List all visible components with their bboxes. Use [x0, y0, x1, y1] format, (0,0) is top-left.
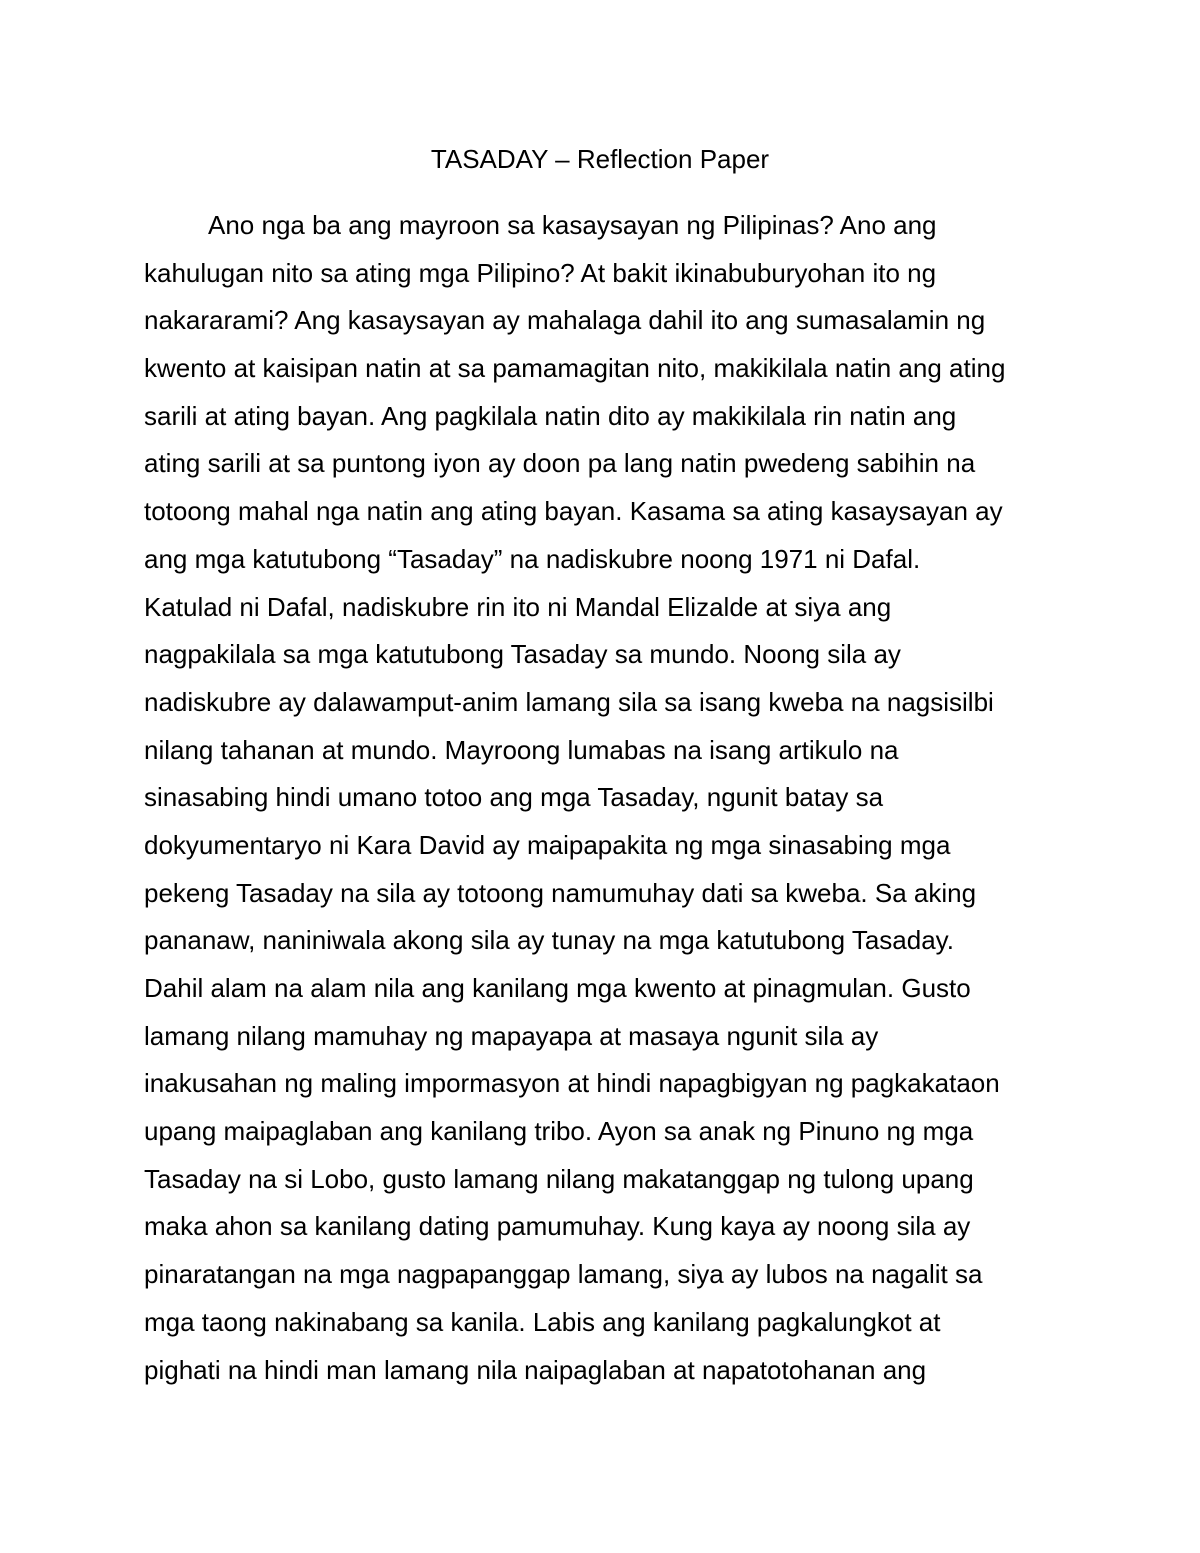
body-line: maka ahon sa kanilang dating pamumuhay. Kung kaya ay noong sila ay: [144, 1211, 971, 1242]
body-line: ating sarili at sa puntong iyon ay doon pa lang natin pwedeng sabihin na: [144, 448, 976, 479]
body-line: mga taong nakinabang sa kanila. Labis ang kanilang pagkalungkot at: [144, 1306, 941, 1337]
body-line: kwento at kaisipan natin at sa pamamagitan nito, makikilala natin ang ating: [144, 353, 1006, 384]
body-line: totoong mahal nga natin ang ating bayan. Kasama sa ating kasaysayan ay: [144, 496, 1003, 527]
body-line: nakararami? Ang kasaysayan ay mahalaga dahil ito ang sumasalamin ng: [144, 305, 986, 336]
body-line: ang mga katutubong “Tasaday” na nadiskubre noong 1971 ni Dafal.: [144, 543, 921, 574]
body-line: nagpakilala sa mga katutubong Tasaday sa mundo. Noong sila ay: [144, 639, 901, 670]
body-line: pananaw, naniniwala akong sila ay tunay na mga katutubong Tasaday.: [144, 925, 954, 956]
body-line: Ano nga ba ang mayroon sa kasaysayan ng Pilipinas? Ano ang: [208, 210, 937, 240]
document-title: TASADAY – Reflection Paper: [430, 144, 770, 174]
body-line: nadiskubre ay dalawamput-anim lamang sila sa isang kweba na nagsisilbi: [144, 686, 994, 717]
body-line: Katulad ni Dafal, nadiskubre rin ito ni Mandal Elizalde at siya ang: [144, 591, 892, 622]
body-line: pighati na hindi man lamang nila naipaglaban at napatotohanan ang: [144, 1354, 927, 1385]
document-body: [144, 202, 1144, 1394]
body-line: nilang tahanan at mundo. Mayroong lumabas na isang artikulo na: [144, 734, 899, 765]
body-line: pekeng Tasaday na sila ay totoong namumuhay dati sa kweba. Sa aking: [144, 877, 977, 908]
body-line: inakusahan ng maling impormasyon at hindi napagbigyan ng pagkakataon: [144, 1068, 1000, 1099]
body-line: Tasaday na si Lobo, gusto lamang nilang makatanggap ng tulong upang: [144, 1163, 974, 1194]
body-line: pinaratangan na mga nagpapanggap lamang, siya ay lubos na nagalit sa: [144, 1259, 983, 1290]
body-line: upang maipaglaban ang kanilang tribo. Ayon sa anak ng Pinuno ng mga: [144, 1116, 974, 1147]
body-line: dokyumentaryo ni Kara David ay maipapakita ng mga sinasabing mga: [144, 829, 951, 860]
body-line: sarili at ating bayan. Ang pagkilala natin dito ay makikilala rin natin ang: [144, 400, 957, 431]
body-line: lamang nilang mamuhay ng mapayapa at masaya ngunit sila ay: [144, 1020, 879, 1051]
body-line: sinasabing hindi umano totoo ang mga Tasaday, ngunit batay sa: [144, 782, 884, 813]
body-line: kahulugan nito sa ating mga Pilipino? At bakit ikinabuburyohan ito ng: [144, 257, 937, 288]
body-line: Dahil alam na alam nila ang kanilang mga kwento at pinagmulan. Gusto: [144, 973, 971, 1003]
